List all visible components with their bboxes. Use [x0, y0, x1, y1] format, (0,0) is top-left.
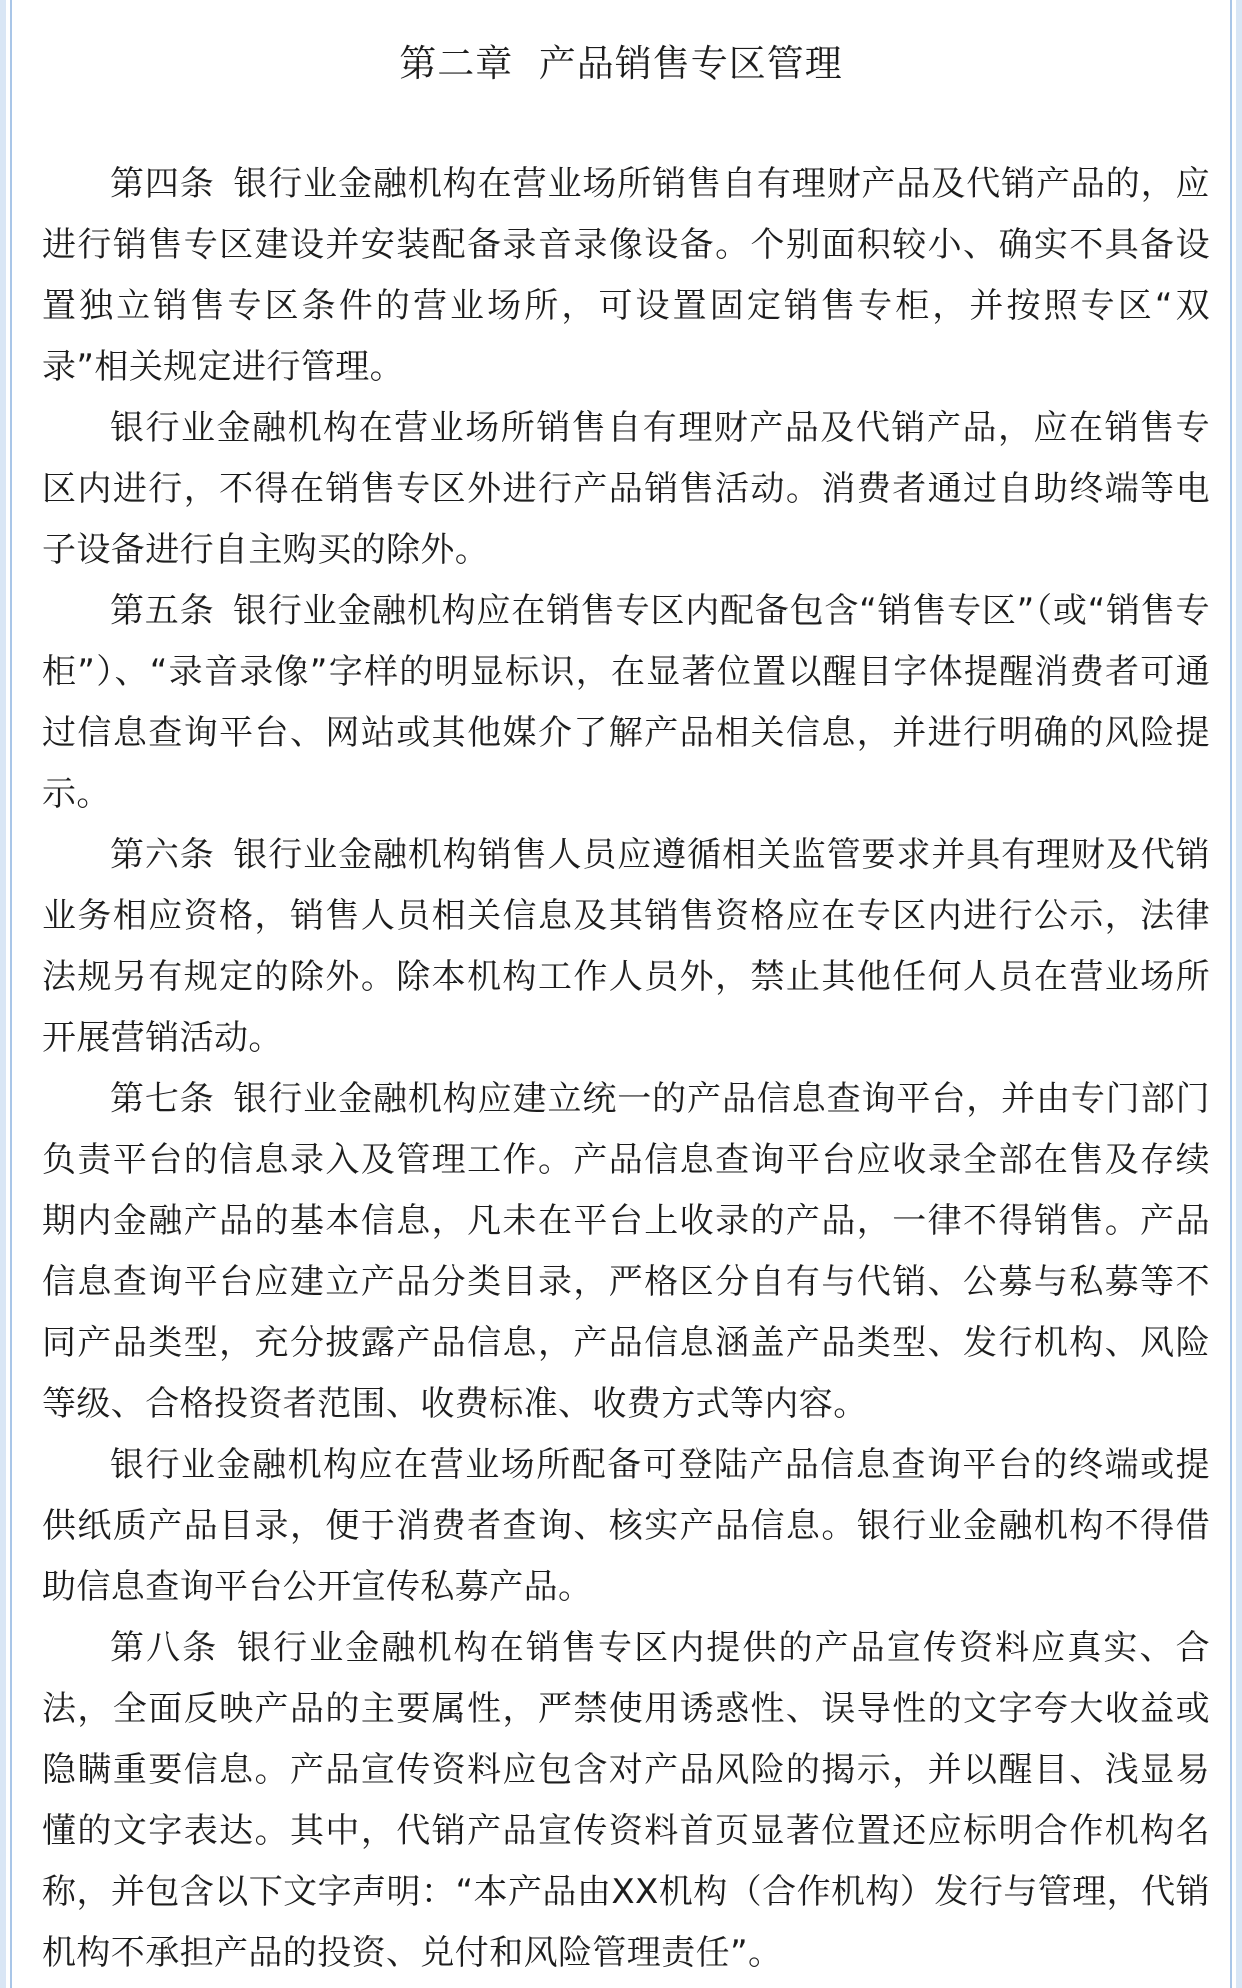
article-number: 第六条	[110, 835, 215, 875]
paragraph-text: 银行业金融机构销售人员应遵循相关监管要求并具有理财及代销业务相应资格，销售人员相关信息及其销售资格应在专区内进行公示，法律法规另有规定的除外。除本机构工作人员外，禁止其他任何人员在营业场所开展营销活动。	[42, 835, 1211, 1058]
article-number: 第五条	[110, 591, 215, 631]
paragraph-article-8	[42, 1618, 1210, 1984]
paragraph-text: 银行业金融机构应建立统一的产品信息查询平台，并由专门部门负责平台的信息录入及管理工作。产品信息查询平台应收录全部在售及存续期内金融产品的基本信息，凡未在平台上收录的产品，一律不得销售。产品信息查询平台应建立产品分类目录，严格区分自有与代销、公募与私募等不同产品类型，充分披露产品信息，产品信息涵盖产品类型、发行机构、风险等级、合格投资者范围、收费标准、收费方式等内容。	[42, 1079, 1211, 1424]
article-number: 第四条	[110, 164, 215, 204]
paragraph-article-5	[42, 581, 1210, 825]
paragraph-article-7	[42, 1069, 1210, 1435]
chapter-title: 第二章 产品销售专区管理	[399, 42, 843, 85]
paragraph-article-6	[42, 825, 1210, 1069]
paragraph-text: 银行业金融机构在销售专区内提供的产品宣传资料应真实、合法，全面反映产品的主要属性，严禁使用诱惑性、误导性的文字夸大收益或隐瞒重要信息。产品宣传资料应包含对产品风险的揭示，并以醒目、浅显易懂的文字表达。其中，代销产品宣传资料首页显著位置还应标明合作机构名称，并包含以下文字声明：“本产品由XX机构（合作机构）发行与管理，代销机构不承担产品的投资、兑付和风险管理责任”。	[42, 1628, 1210, 1973]
paragraph-article-4	[42, 154, 1210, 398]
paragraph-text: 银行业金融机构应在营业场所配备可登陆产品信息查询平台的终端或提供纸质产品目录，便于消费者查询、核实产品信息。银行业金融机构不得借助信息查询平台公开宣传私募产品。	[42, 1445, 1210, 1607]
paragraph-article-4-continued	[42, 398, 1210, 581]
paragraph-text: 银行业金融机构应在销售专区内配备包含“销售专区”（或“销售专柜”）、“录音录像”字样的明显标识，在显著位置以醒目字体提醒消费者可通过信息查询平台、网站或其他媒介了解产品相关信息，并进行明确的风险提示。	[42, 591, 1211, 814]
paragraph-text: 银行业金融机构在营业场所销售自有理财产品及代销产品，应在销售专区内进行，不得在销售专区外进行产品销售活动。消费者通过自助终端等电子设备进行自主购买的除外。	[42, 408, 1210, 570]
article-number: 第八条	[110, 1628, 219, 1668]
document-body	[42, 154, 1210, 1984]
article-number: 第七条	[110, 1079, 215, 1119]
paragraph-article-7-continued	[42, 1435, 1210, 1618]
paragraph-text: 银行业金融机构在营业场所销售自有理财产品及代销产品的，应进行销售专区建设并安装配备录音录像设备。个别面积较小、确实不具备设置独立销售专区条件的营业场所，可设置固定销售专柜，并按照专区“双录”相关规定进行管理。	[42, 164, 1211, 387]
